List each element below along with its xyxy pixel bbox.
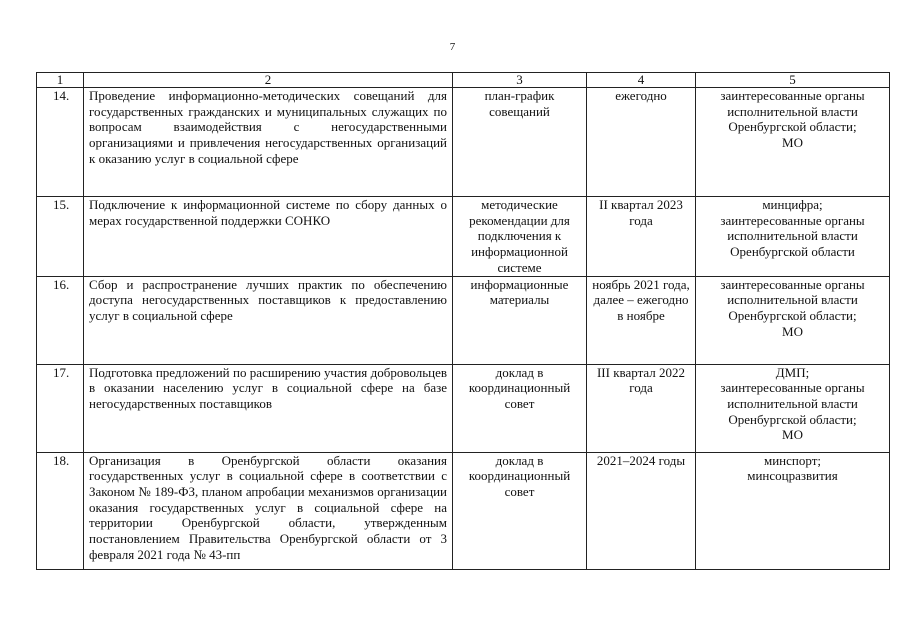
activity-cell: Сбор и распространение лучших практик по обеспечению доступа негосударственных поставщиков к предоставлению услуг в социальной сфере bbox=[84, 276, 453, 364]
executor-line: ДМП; bbox=[775, 364, 810, 380]
completion-form-cell: план-график совещаний bbox=[453, 88, 587, 197]
executor-line: заинтересованные органы исполнительной власти Оренбургской области; bbox=[720, 88, 865, 135]
table-row bbox=[37, 276, 890, 364]
activity-cell: Организация в Оренбургской области оказания государственных услуг в социальной сфере в соответствии с Законом № 189-ФЗ, планом апробации механизмов организации оказания государственных услуг в социальной сфере на территории Оренбургской области, утвержденным постановлением Правительства Оренбургской области от 3 февраля 2021 года № 43-пп bbox=[84, 452, 453, 569]
table-header-row bbox=[37, 73, 890, 88]
executors-cell bbox=[696, 452, 890, 569]
header-cell-1: 1 bbox=[37, 73, 84, 88]
activity-cell: Подключение к информационной системе по сбору данных о мерах государственной поддержки СОНКО bbox=[84, 197, 453, 277]
activity-cell: Проведение информационно-методических совещаний для государственных гражданских и муниципальных служащих по вопросам взаимодействия с негосударственными организациями и привлечения негосударственных организаций к оказанию услуг в социальной сфере bbox=[84, 88, 453, 197]
executor-line: заинтересованные органы исполнительной власти Оренбургской области bbox=[720, 212, 865, 260]
table-row bbox=[37, 197, 890, 277]
executor-line: МО bbox=[782, 323, 803, 339]
executors-cell bbox=[696, 276, 890, 364]
table-row bbox=[37, 364, 890, 452]
row-number: 14. bbox=[37, 88, 84, 197]
deadline-cell: III квартал 2022 года bbox=[587, 364, 696, 452]
header-cell-3: 3 bbox=[453, 73, 587, 88]
header-cell-5: 5 bbox=[696, 73, 890, 88]
completion-form-cell: методические рекомендации для подключения к информационной системе bbox=[453, 197, 587, 277]
completion-form-cell: доклад в координационный совет bbox=[453, 452, 587, 569]
header-cell-4: 4 bbox=[587, 73, 696, 88]
row-number: 15. bbox=[37, 197, 84, 277]
completion-form-cell: информационные материалы bbox=[453, 276, 587, 364]
executors-cell bbox=[696, 364, 890, 452]
row-number: 18. bbox=[37, 452, 84, 569]
page-number: 7 bbox=[449, 41, 456, 53]
row-number: 16. bbox=[37, 276, 84, 364]
activity-cell: Подготовка предложений по расширению участия добровольцев в оказании населению услуг в социальной сфере на базе негосударственных поставщиков bbox=[84, 364, 453, 452]
executors-cell bbox=[696, 197, 890, 277]
executor-line: минсоцразвития bbox=[747, 468, 838, 484]
deadline-cell: ноябрь 2021 года, далее – ежегодно в ноябре bbox=[587, 276, 696, 364]
executor-line: минцифра; bbox=[762, 197, 823, 212]
executor-line: заинтересованные органы исполнительной власти Оренбургской области; bbox=[720, 380, 865, 427]
deadline-cell: 2021–2024 годы bbox=[587, 452, 696, 569]
row-number: 17. bbox=[37, 364, 84, 452]
table-row bbox=[37, 452, 890, 569]
deadline-cell: ежегодно bbox=[587, 88, 696, 197]
header-cell-2: 2 bbox=[84, 73, 453, 88]
executor-line: МО bbox=[782, 427, 803, 443]
deadline-cell: II квартал 2023 года bbox=[587, 197, 696, 277]
executor-line: заинтересованные органы исполнительной власти Оренбургской области; bbox=[720, 276, 865, 323]
executor-line: минспорт; bbox=[764, 452, 821, 468]
executor-line: МО bbox=[782, 135, 803, 151]
completion-form-cell: доклад в координационный совет bbox=[453, 364, 587, 452]
executors-cell bbox=[696, 88, 890, 197]
measures-table bbox=[36, 72, 890, 570]
table-row bbox=[37, 88, 890, 197]
